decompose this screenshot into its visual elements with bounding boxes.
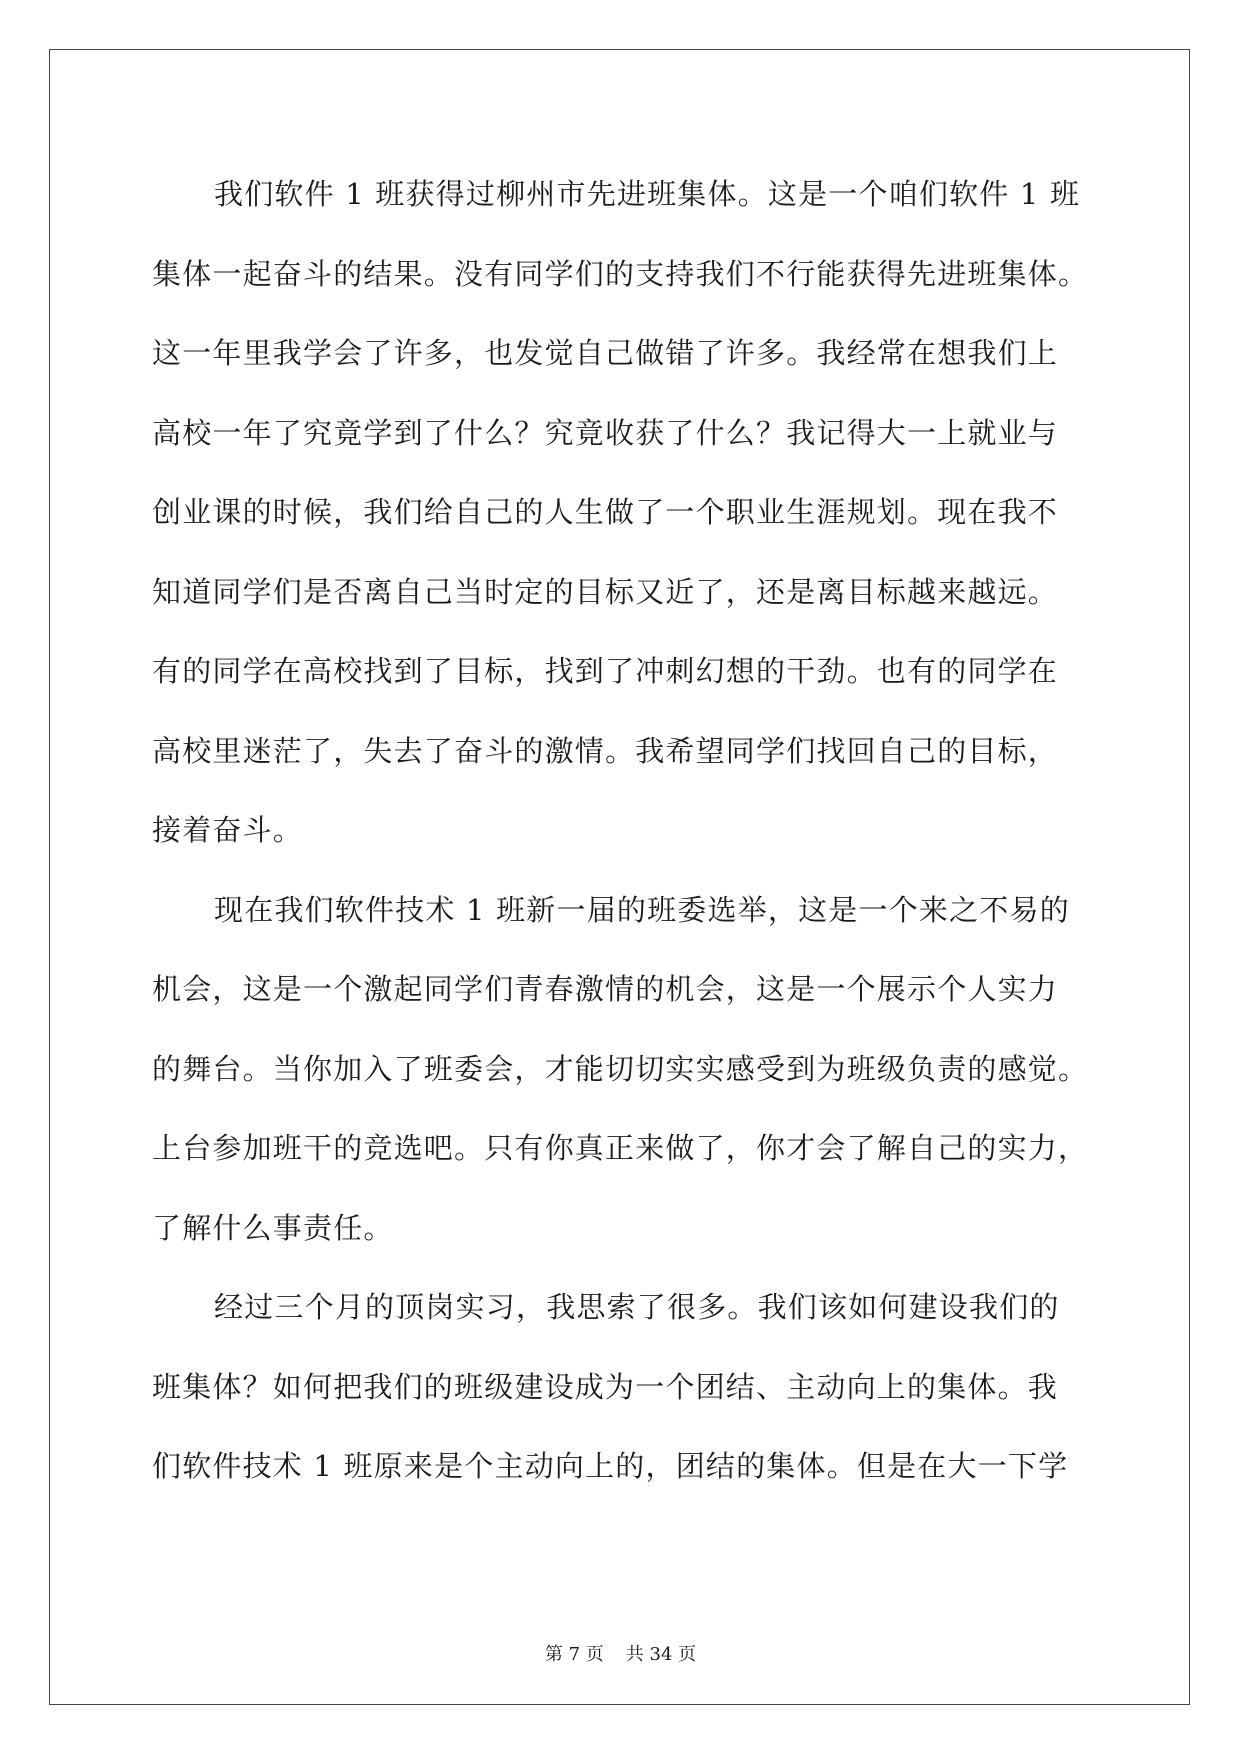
document-body xyxy=(152,155,1087,1507)
paragraph-line: 了解什么事责任。 xyxy=(152,1210,394,1245)
paragraph-line: 这一年里我学会了许多，也发觉自己做错了许多。我经常在想我们上 xyxy=(152,336,1059,370)
paragraph-line: 的舞台。当你加入了班委会，才能切切实实感受到为班级负责的感觉。 xyxy=(152,1051,1089,1086)
paragraph-line: 经过三个月的顶岗实习，我思索了很多。我们该如何建设我们的 xyxy=(214,1290,1060,1324)
paragraph-line: 上台参加班干的竞选吧。只有你真正来做了，你才会了解自己的实力， xyxy=(152,1131,1089,1165)
page-number-current: 第 7 页 xyxy=(544,1644,604,1665)
paragraph-line: 高校一年了究竟学到了什么？究竟收获了什么？我记得大一上就业与 xyxy=(152,415,1059,450)
paragraph-line: 现在我们软件技术 1 班新一届的班委选举，这是一个来之不易的 xyxy=(214,892,1070,927)
paragraph-line: 班集体？如何把我们的班级建设成为一个团结、主动向上的集体。我 xyxy=(152,1369,1059,1404)
paragraph-line: 有的同学在高校找到了目标，找到了冲刺幻想的干劲。也有的同学在 xyxy=(152,654,1059,688)
paragraph-line: 我们软件 1 班获得过柳州市先进班集体。这是一个咱们软件 1 班 xyxy=(214,177,1081,211)
page-footer xyxy=(0,1640,1241,1666)
paragraph-line: 机会，这是一个激起同学们青春激情的机会，这是一个展示个人实力 xyxy=(152,972,1059,1006)
paragraph-line: 知道同学们是否离自己当时定的目标又近了，还是离目标越来越远。 xyxy=(152,574,1059,609)
paragraph-line: 高校里迷茫了，失去了奋斗的激情。我希望同学们找回自己的目标， xyxy=(152,733,1059,768)
page-number-total: 共 34 页 xyxy=(625,1644,697,1665)
paragraph-line: 们软件技术 1 班原来是个主动向上的，团结的集体。但是在大一下学 xyxy=(152,1449,1069,1483)
paragraph-line: 接着奋斗。 xyxy=(152,813,304,847)
paragraph-line: 集体一起奋斗的结果。没有同学们的支持我们不行能获得先进班集体。 xyxy=(152,256,1089,291)
paragraph-line: 创业课的时候，我们给自己的人生做了一个职业生涯规划。现在我不 xyxy=(152,495,1059,529)
